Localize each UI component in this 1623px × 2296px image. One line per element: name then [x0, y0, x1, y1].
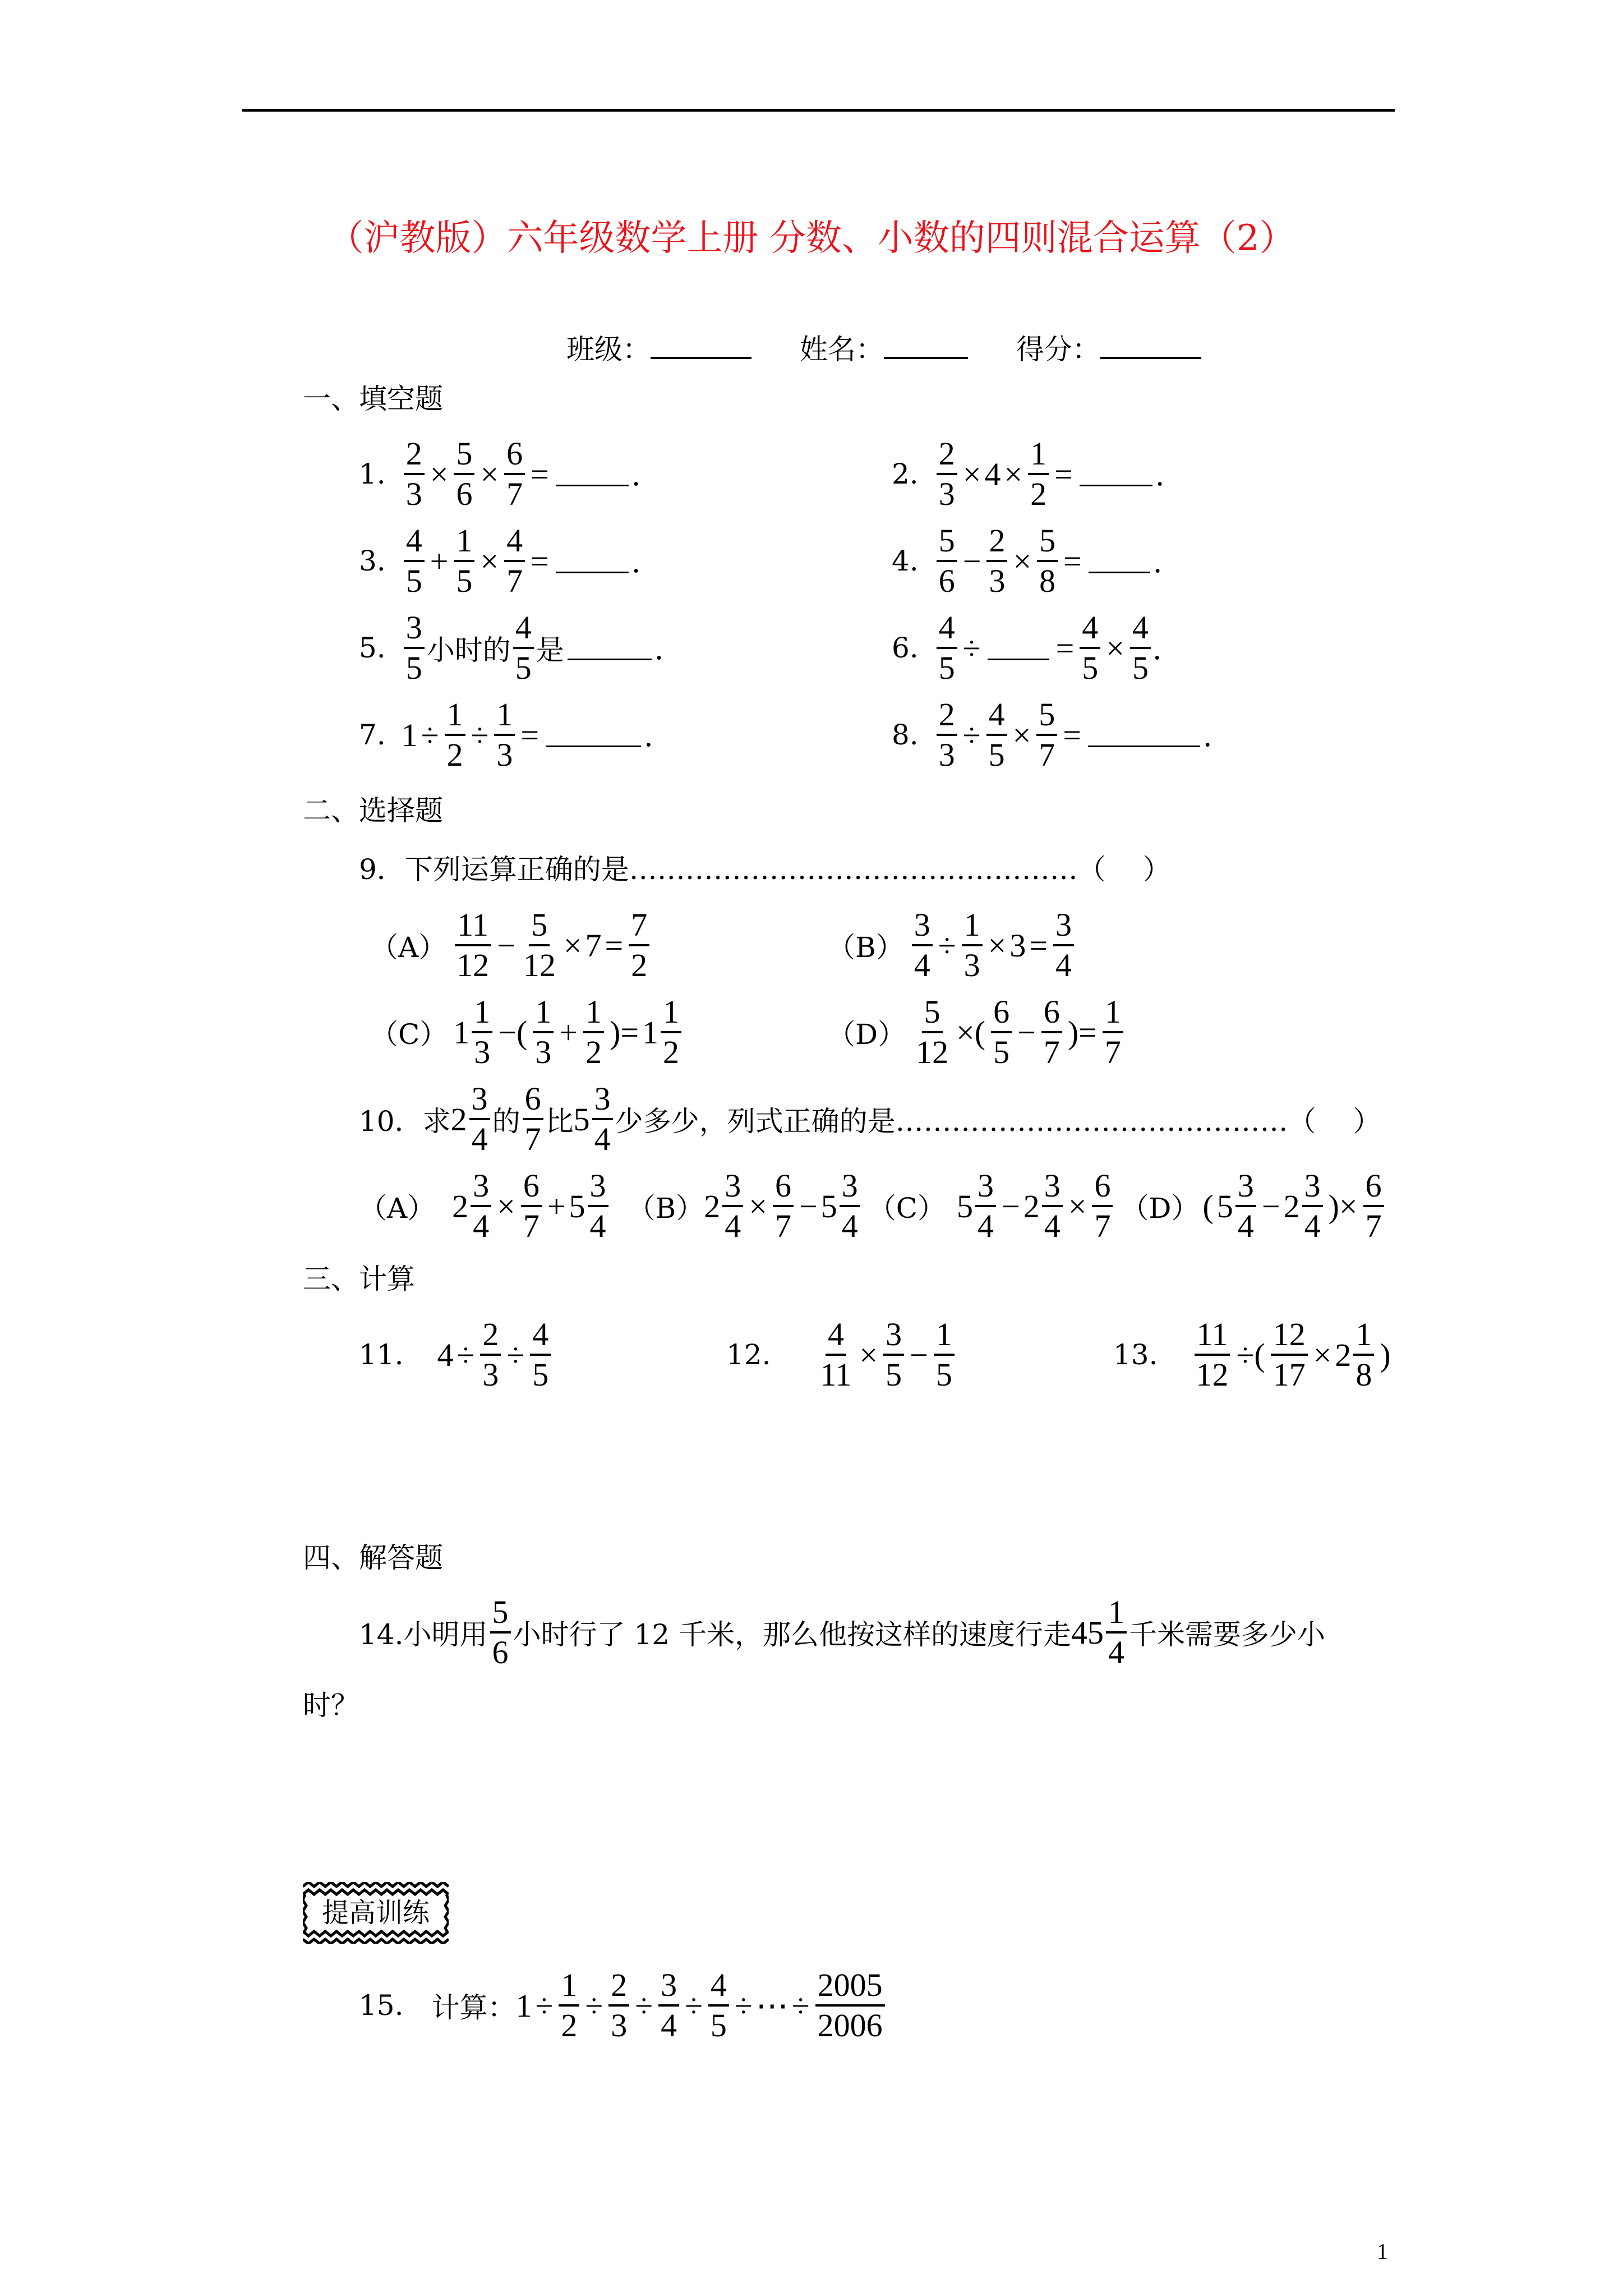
fraction: $\frac{6}{7}$	[523, 1080, 543, 1158]
fraction: $\frac{1}{3}$	[472, 993, 492, 1071]
fraction: $\frac{4}{5}$	[986, 696, 1007, 774]
question-10-stem: 10．求 2 $\frac{3}{4}$ 的 $\frac{6}{7}$ 比 5 $\frac{3}{4}$ 少多少，列式正确的是……………………………………（ ）	[359, 1080, 1381, 1157]
fraction: $\frac{1}{3}$	[533, 993, 554, 1071]
question-4: 4. $\frac{5}{6}$ − $\frac{2}{3}$ × $\frac{5}{8}$ = .	[892, 522, 1162, 599]
fraction: $\frac{5}{6}$	[937, 522, 957, 600]
fraction: $\frac{4}{5}$	[404, 522, 425, 600]
question-number: 7.	[359, 719, 386, 751]
option-9a[interactable]: （A） $\frac{11}{12}$ − $\frac{5}{12}$ × 7 = $\frac{7}{2}$	[370, 898, 652, 993]
header-rule	[242, 109, 1395, 112]
fraction: $\frac{6}{7}$	[521, 1167, 542, 1245]
fraction: $\frac{1}{2}$	[445, 696, 465, 774]
class-label: 班级：	[566, 333, 651, 366]
fraction: $\frac{5}{7}$	[1036, 696, 1057, 774]
question-number: 2.	[892, 458, 919, 490]
answer-blank[interactable]	[556, 462, 629, 486]
badge-label: 提高训练	[321, 1897, 430, 1929]
question-8: 8. $\frac{2}{3}$ ÷ $\frac{4}{5}$ × $\frac{5}{7}$ = .	[892, 696, 1212, 773]
page-title: （沪教版）六年级数学上册 分数、小数的四则混合运算（2）	[328, 218, 1295, 259]
fraction: $\frac{5}{12}$	[523, 907, 556, 983]
fraction: $\frac{1}{2}$	[559, 1966, 579, 2045]
score-field[interactable]	[1100, 329, 1201, 359]
fraction: $\frac{2}{3}$	[608, 1966, 629, 2045]
question-number: 6.	[892, 632, 919, 664]
fraction: $\frac{1}{3}$	[962, 906, 983, 984]
score-label: 得分：	[1016, 333, 1100, 366]
fraction: $\frac{1}{5}$	[934, 1315, 955, 1394]
fraction: $\frac{7}{2}$	[629, 906, 649, 984]
question-2: 2. $\frac{2}{3}$ × 4 × $\frac{1}{2}$ = .	[892, 435, 1164, 512]
fraction: $\frac{2}{3}$	[404, 435, 425, 513]
question-7: 7. 1 ÷ $\frac{1}{2}$ ÷ $\frac{1}{3}$ = .	[359, 696, 653, 773]
fraction: $\frac{2}{3}$	[937, 696, 957, 774]
fraction: $\frac{3}{4}$	[1235, 1167, 1256, 1245]
fraction: $\frac{5}{6}$	[454, 435, 474, 513]
fraction: $\frac{3}{4}$	[1053, 906, 1074, 984]
fraction: $\frac{1}{7}$	[1103, 993, 1123, 1071]
question-11: 11. 4 ÷ $\frac{2}{3}$ ÷ $\frac{4}{5}$	[359, 1307, 553, 1402]
fraction: $\frac{6}{5}$	[991, 993, 1012, 1071]
fraction: $\frac{4}{5}$	[1080, 609, 1100, 687]
option-10b[interactable]: （B）	[627, 1192, 704, 1225]
question-number: 3.	[359, 545, 386, 577]
fraction: $\frac{4}{5}$	[1130, 609, 1151, 687]
question-1: 1. $\frac{2}{3}$ × $\frac{5}{6}$ × $\frac{6}{7}$ = .	[359, 435, 640, 512]
option-10d[interactable]: （D）	[1121, 1192, 1200, 1225]
fraction: $\frac{5}{6}$	[490, 1593, 511, 1672]
question-number: 11.	[359, 1338, 404, 1371]
fraction: $\frac{3}{4}$	[722, 1167, 743, 1245]
fraction: $\frac{3}{4}$	[658, 1966, 679, 2045]
fraction: $\frac{1}{8}$	[1353, 1315, 1374, 1394]
student-info	[566, 329, 1201, 369]
fraction: $\frac{3}{4}$	[1302, 1167, 1323, 1245]
section-heading-calc: 三、计算	[303, 1263, 415, 1295]
question-number: 12.	[726, 1338, 771, 1371]
question-3: 3. $\frac{4}{5}$ + $\frac{1}{5}$ × $\frac{4}{7}$ = .	[359, 522, 640, 599]
section-heading-answer: 四、解答题	[303, 1542, 443, 1574]
fraction: $\frac{2005}{2006}$	[815, 1966, 885, 2045]
question-13: 13. $\frac{11}{12}$ ÷( $\frac{12}{17}$ × 2 $\frac{1}{8}$ )	[1113, 1316, 1391, 1393]
fraction: $\frac{3}{4}$	[471, 1167, 491, 1245]
fraction: $\frac{4}{5}$	[708, 1966, 729, 2045]
fraction: $\frac{3}{4}$	[1042, 1167, 1063, 1245]
question-number: 8.	[892, 719, 919, 751]
fraction: $\frac{5}{12}$	[916, 993, 949, 1070]
question-15: 15. 计算： 1 ÷ $\frac{1}{2}$ ÷ $\frac{2}{3}$ ÷ $\frac{3}{4}$ ÷ $\frac{4}{5}$ ÷ ⋯ ÷ $\frac{2005}{2006}$	[359, 1958, 887, 2053]
fraction: $\frac{1}{2}$	[661, 993, 681, 1071]
fraction: $\frac{3}{4}$	[975, 1167, 996, 1245]
fraction: $\frac{1}{4}$	[1106, 1593, 1127, 1672]
name-label: 姓名：	[799, 333, 884, 366]
fraction: $\frac{1}{5}$	[454, 522, 474, 600]
answer-blank[interactable]	[568, 636, 652, 660]
question-10-options: （A） 2 $\frac{3}{4}$ × $\frac{6}{7}$ + 5 $\frac{3}{4}$ （B） 2 $\frac{3}{4}$ × $\frac{6}{7}$ − 5 $\frac{3}{4}$ （C） 5 $\frac{3}{4}$ − 2 $\frac{3}{4}$ × $\frac{6}{7}$ （D） ( 5 $\frac{3}{4}$ − 2 $\frac{3}{4}$ )× $\frac{6}{7}$	[359, 1158, 1386, 1254]
fraction: $\frac{4}{5}$	[530, 1315, 551, 1394]
question-6: 6. $\frac{4}{5}$ ÷ = $\frac{4}{5}$ × $\frac{4}{5}$ .	[892, 609, 1161, 686]
fraction: $\frac{4}{5}$	[513, 609, 534, 687]
fraction: $\frac{5}{8}$	[1037, 522, 1058, 600]
answer-blank[interactable]	[1088, 723, 1200, 747]
class-field[interactable]	[651, 329, 751, 359]
question-5: 5. $\frac{3}{5}$ 小时的 $\frac{4}{5}$ 是 .	[359, 609, 663, 686]
question-number: 13.	[1113, 1338, 1158, 1371]
fraction: $\frac{3}{4}$	[840, 1167, 860, 1245]
name-field[interactable]	[884, 329, 968, 359]
fraction: $\frac{3}{4}$	[588, 1167, 608, 1245]
question-number: 5.	[359, 632, 386, 664]
fraction: $\frac{3}{5}$	[404, 609, 425, 687]
question-9-stem: 9．下列运算正确的是…………………………………………（ ）	[359, 853, 1171, 886]
fraction: $\frac{6}{7}$	[504, 435, 525, 513]
section-heading-fill: 一、填空题	[303, 383, 443, 415]
fraction: $\frac{6}{7}$	[773, 1167, 794, 1245]
fraction: $\frac{6}{7}$	[1092, 1167, 1113, 1245]
answer-blank[interactable]	[556, 549, 629, 573]
fraction: $\frac{3}{4}$	[912, 906, 933, 984]
fraction: $\frac{4}{11}$	[820, 1316, 852, 1393]
answer-blank[interactable]	[1089, 549, 1150, 573]
fraction: $\frac{6}{7}$	[1041, 993, 1062, 1071]
fraction: $\frac{1}{2}$	[1028, 435, 1049, 513]
question-number: 15.	[359, 1989, 404, 2022]
fraction: $\frac{4}{5}$	[937, 609, 957, 687]
fraction: $\frac{1}{2}$	[583, 993, 604, 1071]
fraction: $\frac{11}{12}$	[454, 906, 491, 984]
page-number: 1	[1377, 2239, 1388, 2264]
option-10a[interactable]: （A）	[359, 1192, 436, 1225]
fraction: $\frac{3}{5}$	[883, 1315, 904, 1394]
option-10c[interactable]: （C）	[868, 1192, 946, 1225]
fraction: $\frac{3}{4}$	[469, 1080, 490, 1158]
answer-blank[interactable]	[546, 723, 641, 747]
fraction: $\frac{2}{3}$	[480, 1315, 501, 1394]
option-9c[interactable]: （C） 1 $\frac{1}{3}$ −( $\frac{1}{3}$ + $\frac{1}{2}$ )= 1 $\frac{1}{2}$	[370, 984, 684, 1080]
question-12: 12. $\frac{4}{11}$ × $\frac{3}{5}$ − $\frac{1}{5}$	[726, 1307, 957, 1402]
fraction: $\frac{2}{3}$	[986, 522, 1007, 600]
fraction: $\frac{3}{4}$	[592, 1080, 613, 1158]
fraction: $\frac{1}{3}$	[494, 696, 515, 774]
improvement-training-badge	[303, 1882, 449, 1944]
question-number: 4.	[892, 545, 919, 577]
question-14: 14.小明用 $\frac{5}{6}$ 小时行了 12 千米，那么他按这样的速度行走 45 $\frac{1}{4}$ 千米需要多少小	[359, 1594, 1325, 1671]
fraction: $\frac{4}{7}$	[504, 522, 525, 600]
fraction: $\frac{11}{12}$	[1194, 1315, 1231, 1394]
question-14-cont: 时？	[303, 1689, 359, 1722]
answer-blank[interactable]	[988, 636, 1049, 660]
answer-blank[interactable]	[1080, 462, 1152, 486]
option-9b[interactable]: （B） $\frac{3}{4}$ ÷ $\frac{1}{3}$ × 3 = $\frac{3}{4}$	[827, 898, 1076, 993]
section-heading-choice: 二、选择题	[303, 794, 443, 827]
fraction: $\frac{6}{7}$	[1363, 1167, 1384, 1245]
option-9d[interactable]: （D） $\frac{5}{12}$ ×( $\frac{6}{5}$ − $\frac{6}{7}$ )= $\frac{1}{7}$	[827, 984, 1126, 1080]
fraction: $\frac{2}{3}$	[937, 435, 957, 513]
question-number: 1.	[359, 458, 386, 490]
fraction: $\frac{12}{17}$	[1271, 1315, 1308, 1394]
